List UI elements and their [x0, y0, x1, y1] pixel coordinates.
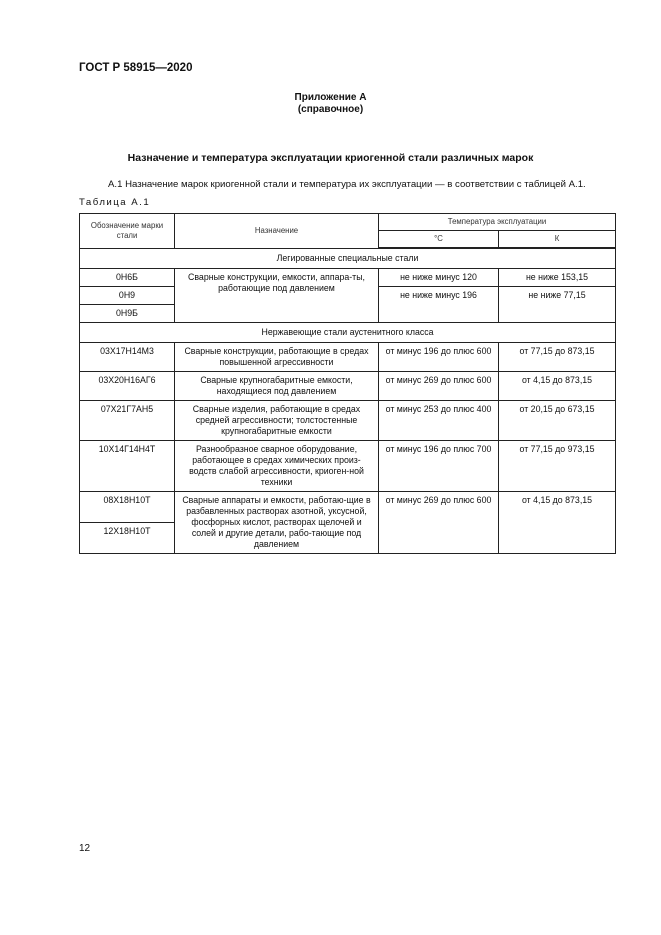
- table-caption: Таблица А.1: [79, 197, 151, 208]
- group-row: [80, 323, 616, 343]
- steel-grades-table: [79, 213, 616, 554]
- header-temperature: Температура эксплуатации: [379, 214, 616, 231]
- header-celsius: °С: [379, 231, 499, 249]
- kelvin-cell: от 4,15 до 873,15: [499, 492, 616, 554]
- header-purpose: Назначение: [175, 214, 379, 249]
- grade-cell: 03Х20Н16АГ6: [80, 372, 175, 401]
- kelvin-cell: от 77,15 до 873,15: [499, 343, 616, 372]
- grade-cell: 10Х14Г14Н4Т: [80, 441, 175, 492]
- group-row: [80, 248, 616, 269]
- table-row: [80, 269, 616, 287]
- header-grade: Обозначение марки стали: [80, 214, 175, 249]
- appendix-subtitle: (справочное): [297, 104, 364, 115]
- section-title: Назначение и температура эксплуатации криогенной стали различных марок: [127, 152, 534, 164]
- purpose-cell: Сварные конструкции, емкости, аппара-ты, работающие под давлением: [175, 269, 379, 323]
- appendix-heading: [0, 92, 661, 116]
- celsius-cell: от минус 196 до плюс 600: [379, 343, 499, 372]
- grade-cell: 0Н9: [80, 287, 175, 305]
- intro-paragraph: А.1 Назначение марок криогенной стали и температура их эксплуатации — в соответствии с таблицей А.1.: [108, 179, 586, 190]
- grade-cell: 03Х17Н14М3: [80, 343, 175, 372]
- celsius-cell: от минус 253 до плюс 400: [379, 401, 499, 441]
- group-title: Нержавеющие стали аустенитного класса: [80, 323, 616, 343]
- celsius-cell: не ниже минус 196: [379, 287, 499, 323]
- group-title: Легированные специальные стали: [80, 248, 616, 269]
- celsius-cell: от минус 196 до плюс 700: [379, 441, 499, 492]
- table-header-row: [80, 214, 616, 231]
- page-number: 12: [79, 843, 91, 854]
- appendix-title: Приложение А: [294, 92, 367, 103]
- purpose-cell: Сварные конструкции, работающие в средах повышенной агрессивности: [175, 343, 379, 372]
- table-row: [80, 343, 616, 372]
- grade-cell: 0Н9Б: [80, 305, 175, 323]
- table-row: [80, 372, 616, 401]
- celsius-cell: не ниже минус 120: [379, 269, 499, 287]
- table-row: [80, 441, 616, 492]
- purpose-cell: Сварные изделия, работающие в средах средней агрессивности; толстостенные крупногабаритные емкости: [175, 401, 379, 441]
- purpose-cell: Сварные аппараты и емкости, работаю-щие в разбавленных растворах азотной, уксусной, фосфорных кислот, растворах щелочей и солей и другие детали, рабо-тающие под давлением: [175, 492, 379, 554]
- document-code: ГОСТ Р 58915—2020: [79, 62, 193, 74]
- grade-cell: 07Х21Г7АН5: [80, 401, 175, 441]
- kelvin-cell: не ниже 153,15: [499, 269, 616, 287]
- kelvin-cell: от 20,15 до 673,15: [499, 401, 616, 441]
- kelvin-cell: от 77,15 до 973,15: [499, 441, 616, 492]
- header-kelvin: К: [499, 231, 616, 249]
- kelvin-cell: не ниже 77,15: [499, 287, 616, 323]
- kelvin-cell: от 4,15 до 873,15: [499, 372, 616, 401]
- grade-cell: 0Н6Б: [80, 269, 175, 287]
- grade-cell: 12Х18Н10Т: [80, 523, 175, 554]
- purpose-cell: Разнообразное сварное оборудование, работающее в средах химических произ-водств слабой агрессивности, криоген-ной техники: [175, 441, 379, 492]
- grade-cell: 08Х18Н10Т: [80, 492, 175, 523]
- celsius-cell: от минус 269 до плюс 600: [379, 372, 499, 401]
- purpose-cell: Сварные крупногабаритные емкости, находящиеся под давлением: [175, 372, 379, 401]
- celsius-cell: от минус 269 до плюс 600: [379, 492, 499, 554]
- table-row: [80, 401, 616, 441]
- table-row: [80, 492, 616, 523]
